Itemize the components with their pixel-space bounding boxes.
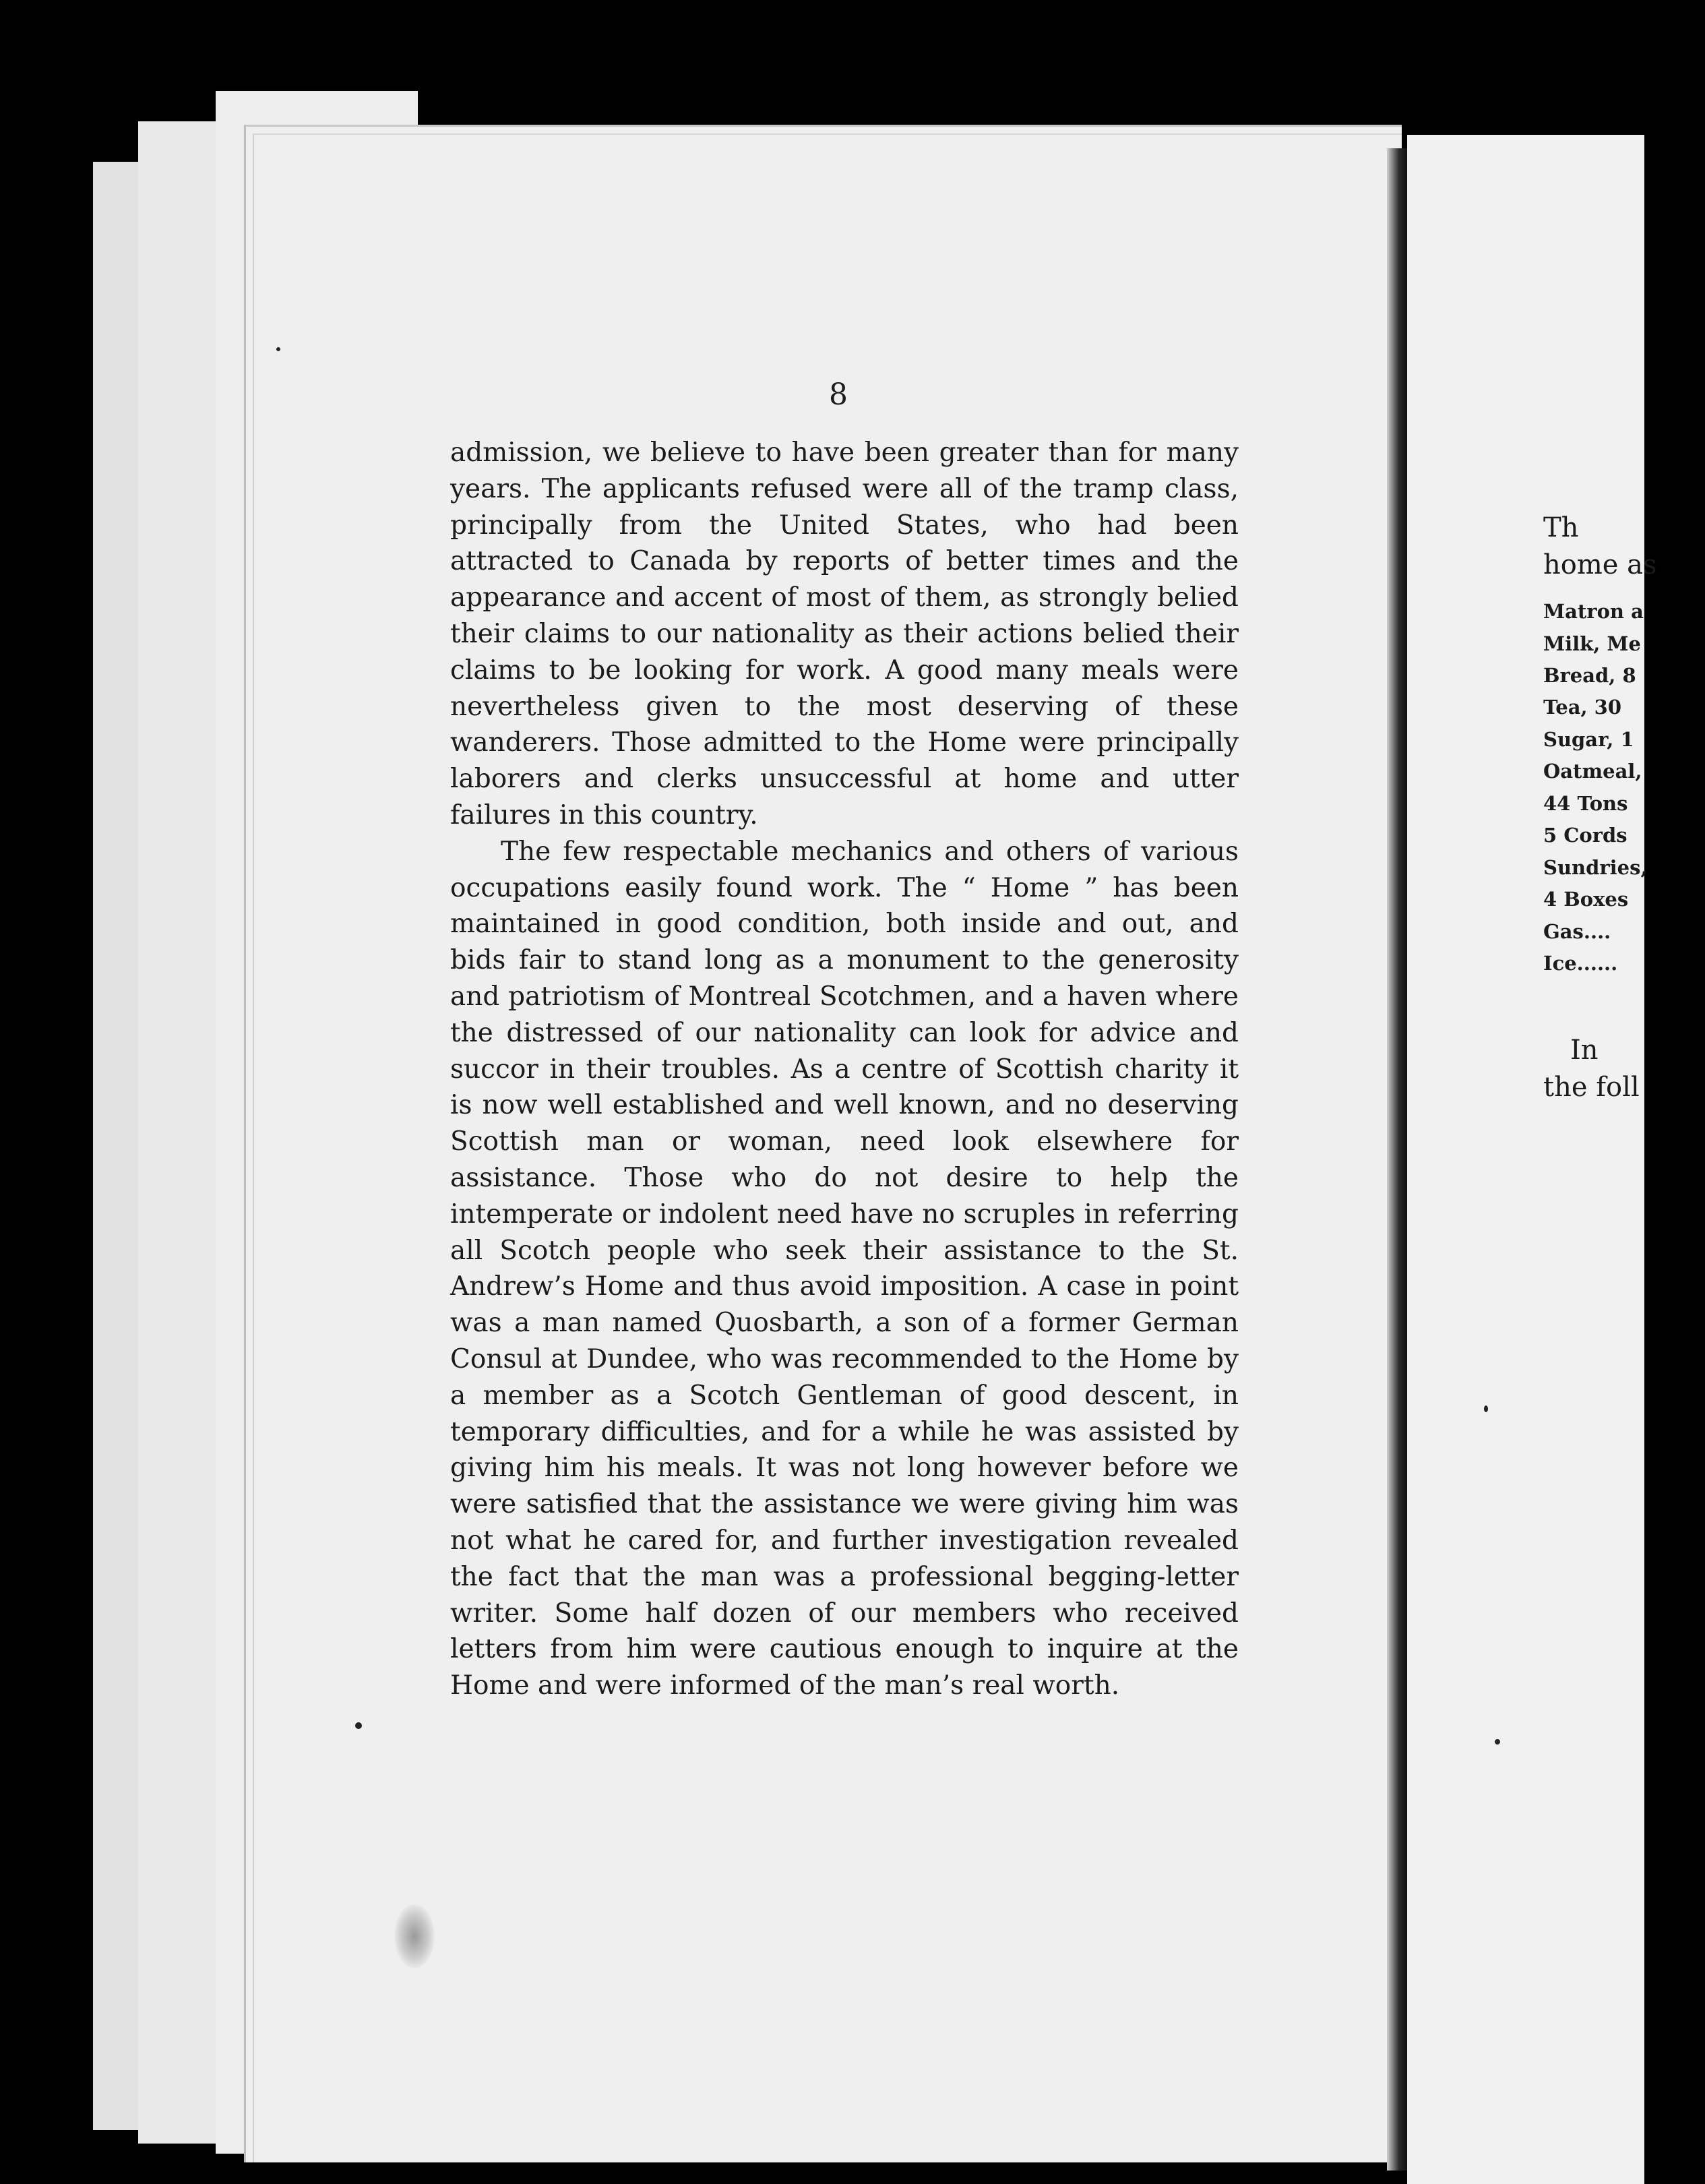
right-list-item: Sundries, (1543, 856, 1648, 879)
right-list-item: Matron a (1543, 600, 1644, 623)
right-list-item: 44 Tons (1543, 792, 1628, 815)
ink-speck (1495, 1739, 1500, 1745)
right-list-item: 5 Cords (1543, 824, 1628, 847)
right-list-item: Sugar, 1 (1543, 728, 1634, 751)
right-list-item: Oatmeal, (1543, 760, 1642, 783)
right-closing-line: the foll (1543, 1072, 1640, 1103)
book-gutter (1387, 148, 1407, 2171)
paragraph: admission, we believe to have been greater than for many years. The applicants refused were all of the tramp class, principally from the United States, who had been attracted to Canada by reports of better times and the appearance and accent of most of them, as strongly belied their claims to our nationality as their actions belied their claims to be looking for work. A good many meals were nevertheless given to the most deserving of these wanderers. Those admitted to the Home were principally laborers and clerks unsuccessful at home and utter failures in this country. (450, 437, 1239, 830)
ink-speck (1484, 1405, 1488, 1412)
right-page (1407, 135, 1644, 2184)
body-text (450, 435, 1239, 1704)
right-list-item: Bread, 8 (1543, 664, 1636, 687)
right-list-item: Gas.... (1543, 920, 1611, 943)
paragraph: The few respectable mechanics and others of various occupations easily found work. The “ Home ” has been maintained in good condition, both inside and out, and bids fair to stand long as a monument to the generosity and patriotism of Montreal Scotchmen, and a haven where the distressed of our nationality can look for advice and succor in their troubles. As a centre of Scottish charity it is now well established and well known, and no deserving Scottish man or woman, need look elsewhere for assistance. Those who do not desire to help the intemperate or indolent need have no scruples in referring all Scotch people who seek their assistance to the St. Andrew’s Home and thus avoid imposition. A case in point was a man named Quosbarth, a son of a former German Consul at Dundee, who was recommended to the Home by a member as a Scotch Gentleman of good descent, in temporary difficulties, and for a while he was assisted by giving him his meals. It was not long however before we were satisfied that the assistance we were giving him was not what he cared for, and further investigation revealed the fact that the man was a professional begging-letter writer. Some half dozen of our members who received letters from him were cautious enough to inquire at the Home and were informed of the man’s real worth. (450, 836, 1239, 1701)
right-heading-line: Th (1543, 512, 1579, 543)
right-list-item: Milk, Me (1543, 632, 1641, 655)
right-heading-line: home as (1543, 549, 1657, 580)
ink-speck (276, 347, 280, 351)
right-list-item: 4 Boxes (1543, 888, 1629, 911)
page-number: 8 (829, 377, 848, 412)
paper-stain (394, 1904, 435, 1968)
right-list-item: Ice...... (1543, 952, 1618, 975)
ink-speck (355, 1722, 362, 1729)
right-list-item: Tea, 30 (1543, 696, 1622, 719)
right-closing-line: In (1570, 1035, 1599, 1066)
